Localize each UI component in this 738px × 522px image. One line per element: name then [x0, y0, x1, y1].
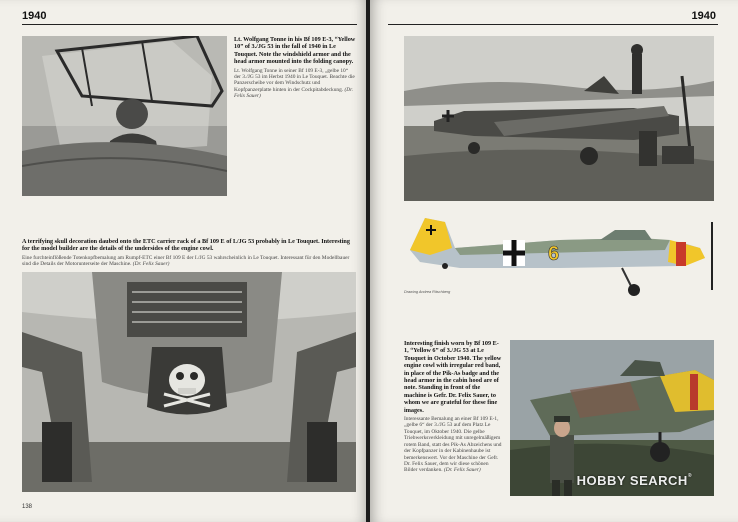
photo1-caption-english: Lt. Wolfgang Tonne in his Bf 109 E-3, “Yellow 10” of 3./JG 53 in the fall of 1940 in Le Touquet. Note the windshield armor and the head armor mounted into the folding canopy. [234, 36, 356, 66]
profile-artist-credit: Drawing Andrea Ritschberg [404, 290, 451, 294]
left-year-heading: 1940 [22, 10, 47, 22]
hobby-search-watermark [577, 473, 692, 488]
photo-pilot-cockpit [22, 36, 227, 196]
left-page [0, 0, 368, 522]
photo2-caption-german: Eine furchteinflößende Totenkopfbemalung am Rumpf-ETC einer Bf 109 E der I./JG 53 wahrscheinlich in Le Touquet. Interessant für den Modellbauer sind die Details der Motorunterseite der Maschine. (Dr. Felix Sauer) [22, 254, 350, 268]
right-year-heading: 1940 [691, 10, 716, 22]
photo3-caption-english: Interesting finish worn by Bf 109 E-1, “Yellow 6” of 3./JG 53 at Le Touquet in October 1940. The yellow engine cowl with irregular red band, in place of the Pik-As badge and the head armor in the cabin hood are of note. Standing in front of the machine is Gefr. Dr. Felix Sauer, to whom we are grateful for these fine images. [404, 340, 502, 414]
photo-skull-underside [22, 272, 356, 492]
photo2-caption [22, 238, 357, 268]
watermark-registered-mark: ® [687, 473, 692, 479]
photo-bf109-airfield [404, 36, 714, 201]
photo1-credit: (Dr. Felix Sauer) [234, 86, 354, 100]
photo-felix-sauer-bf109 [510, 340, 714, 496]
right-header-rule [388, 24, 718, 25]
photo1-caption [234, 36, 356, 100]
photo3-caption [404, 340, 502, 474]
photo1-caption-german: Lt. Wolfgang Tonne in seiner Bf 109 E-3, „gelbe 10“ der 3./JG 53 im Herbst 1940 in Le Touquet. Beachte die Panzerscheibe vor dem Windschutz und Kopfpanzerplatte hinten in der Cockpitabdeckung. (Dr. Felix Sauer) [234, 67, 355, 100]
left-header-rule [22, 24, 357, 25]
watermark-brand: HOBBY SEARCH [576, 473, 688, 488]
photo2-credit: (Dr. Felix Sauer) [132, 261, 170, 268]
profile-number-six: 6 [548, 243, 560, 265]
left-page-number: 138 [22, 504, 33, 510]
photo3-credit: (Dr. Felix Sauer) [443, 467, 481, 474]
photo3-caption-german: Interessante Bemalung an einer Bf 109 E-1, „gelbe 6“ der 3./JG 53 auf dem Platz Le Touquet, im Oktober 1940. Die gelbe Triebwerksverkleidung mit unregelmäßigem rotem Band, statt des Pik-As Abzeichens und der Kopfpanzer in der Kabinenhaube ist bemerkenswert. Vor der Maschine der Gefr. Dr. Felix Sauer, dem wir diese schönen Bilder verdanken. (Dr. Felix Sauer) [404, 416, 502, 474]
bf109-color-profile [400, 210, 718, 298]
photo2-caption-english: A terrifying skull decoration daubed onto the ETC carrier rack of a Bf 109 E of I./JG 53 probably in Le Touquet. Interesting for the model builder are the details of the undersides of the engine cowl. [22, 238, 350, 253]
right-page [370, 0, 738, 522]
